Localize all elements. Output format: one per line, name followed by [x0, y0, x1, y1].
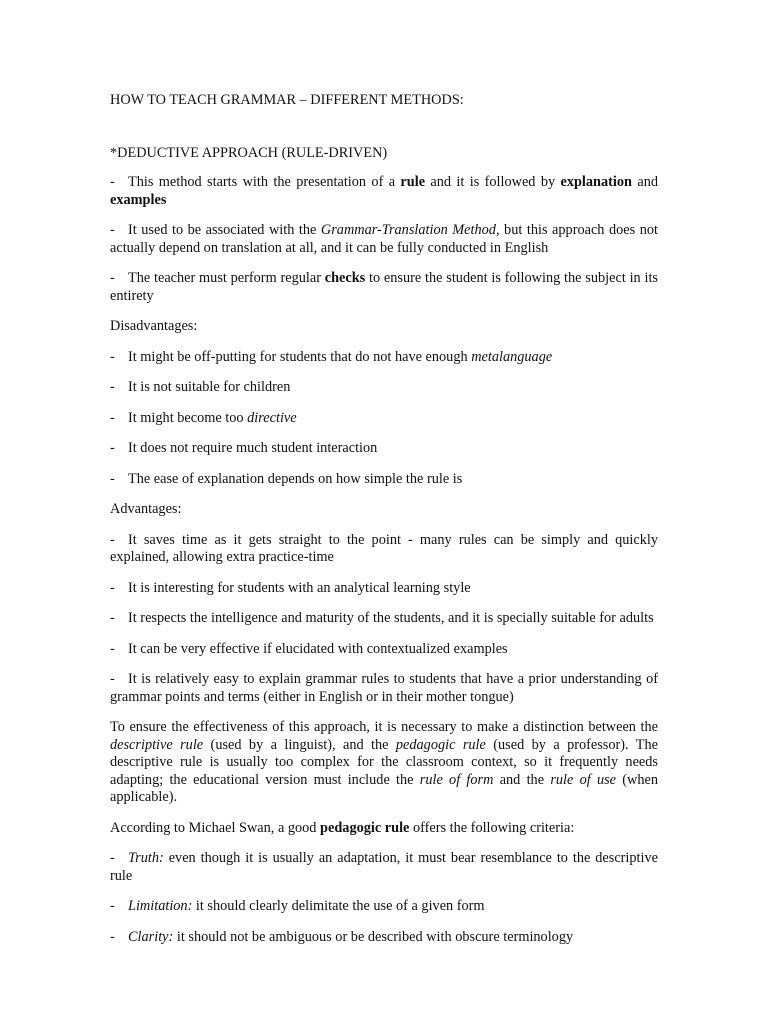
bullet: -: [110, 222, 115, 238]
bullet: -: [110, 928, 115, 945]
bullet: -: [110, 610, 115, 626]
list-item: - It can be very effective if elucidated with contextualized examples: [110, 640, 508, 657]
list-item: - It is relatively easy to explain grammar rules to students that have a prior understanding of grammar points and terms (either in English or in their mother tongue): [110, 671, 658, 705]
document-title: HOW TO TEACH GRAMMAR – DIFFERENT METHODS:: [110, 92, 464, 108]
list-item: - Limitation: it should clearly delimitate the use of a given form: [110, 898, 485, 914]
bullet: -: [110, 270, 115, 286]
bullet: -: [110, 671, 115, 687]
bullet: -: [110, 470, 115, 487]
list-item: - Truth: even though it is usually an adaptation, it must bear resemblance to the descriptive rule: [110, 850, 658, 884]
bullet: -: [110, 409, 115, 426]
list-item: - It is not suitable for children: [110, 379, 291, 395]
bullet: -: [110, 531, 115, 548]
bullet: -: [110, 640, 115, 657]
list-item: - It is interesting for students with an analytical learning style: [110, 579, 471, 596]
section-heading-deductive: *DEDUCTIVE APPROACH (RULE-DRIVEN): [110, 144, 388, 161]
bullet: -: [110, 379, 115, 395]
bullet: -: [110, 348, 115, 365]
advantages-label: Advantages:: [110, 501, 182, 517]
bullet: -: [110, 440, 115, 456]
bullet: -: [110, 898, 115, 914]
list-item: - It used to be associated with the Grammar-Translation Method, but this approach does not actually depend on translation at all, and it can be fully conducted in English: [110, 222, 658, 256]
list-item: - The teacher must perform regular checks to ensure the student is following the subject in its entirety: [110, 270, 658, 304]
bullet: -: [110, 174, 115, 190]
list-item: - This method starts with the presentation of a rule and it is followed by explanation and examples: [110, 174, 658, 208]
list-item: - It respects the intelligence and maturity of the students, and it is specially suitable for adults: [110, 610, 654, 626]
swan-paragraph: According to Michael Swan, a good pedagogic rule offers the following criteria:: [110, 819, 575, 836]
list-item: - It saves time as it gets straight to the point - many rules can be simply and quickly explained, allowing extra practice-time: [110, 531, 658, 565]
disadvantages-label: Disadvantages:: [110, 318, 198, 334]
list-item: - It might become too directive: [110, 409, 297, 426]
list-item: - Clarity: it should not be ambiguous or be described with obscure terminology: [110, 928, 574, 945]
bullet: -: [110, 579, 115, 596]
list-item: - The ease of explanation depends on how simple the rule is: [110, 470, 463, 487]
list-item: - It does not require much student interaction: [110, 440, 378, 456]
list-item: - It might be off-putting for students that do not have enough metalanguage: [110, 348, 553, 365]
effectiveness-paragraph: To ensure the effectiveness of this approach, it is necessary to make a distinction between the descriptive rule (used by a linguist), and the pedagogic rule (used by a professor). The descriptive rule is usually too complex for the classroom context, so it frequently needs adapting; the educational version must include the rule of form and the rule of use (when applicable).: [110, 719, 659, 805]
bullet: -: [110, 850, 115, 866]
